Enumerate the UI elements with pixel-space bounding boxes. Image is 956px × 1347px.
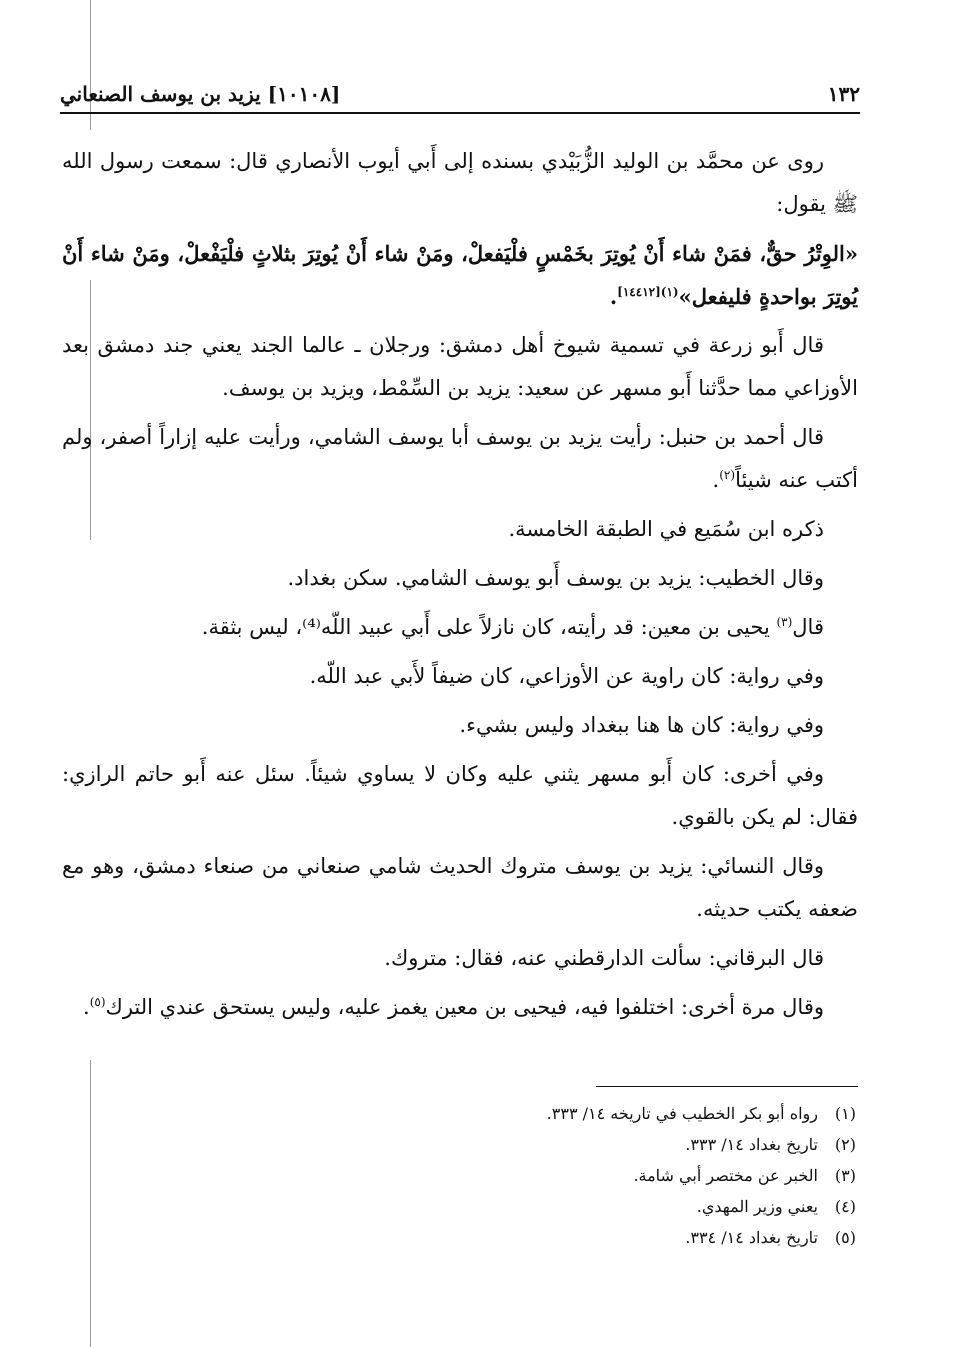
footnote: (٥) تاريخ بغداد ١٤/ ٣٣٤. (685, 1228, 856, 1247)
scan-margin-line (90, 1060, 91, 1347)
paragraph: روى عن محمَّد بن الوليد الزُّبَيْدي بسنده إلى أَبي أيوب الأنصاري قال: سمعت رسول الله ﷺ يقول: (62, 149, 858, 216)
header-rule (60, 112, 860, 114)
footnote-ref: (٢) (719, 468, 736, 482)
footnote: (٤) يعني وزير المهدي. (696, 1197, 856, 1216)
footnote: (٢) تاريخ بغداد ١٤/ ٣٣٣. (685, 1135, 856, 1154)
entry-title: [١٠١٠٨] يزيد بن يوسف الصنعاني (60, 82, 341, 106)
footnote-rule (596, 1086, 858, 1087)
hadith-quote: «الوِتْرُ حقٌّ، فمَنْ شاء أَنْ يُوتِرَ بخَمْسٍ فلْيَفعلْ، ومَنْ شاء أَنْ يُوتِرَ بثلاثٍ فلْيَفْعلْ، ومَنْ شاء أَنْ يُوتِرَ بواحدةٍ فليفعل»$^{(١)[١٤٤١٢]}$. (62, 241, 858, 309)
paragraph: وقال النسائي: يزيد بن يوسف متروك الحديث شامي صنعاني من صنعاء دمشق، وهو مع ضعفه يكتب حديثه. (62, 854, 858, 921)
paragraph: وفي رواية: كان ها هنا ببغداد وليس بشيء. (459, 713, 824, 737)
main-text (62, 140, 858, 1035)
footnotes (300, 1098, 856, 1253)
paragraph: وقال الخطيب: يزيد بن يوسف أَبو يوسف الشامي. سكن بغداد. (287, 566, 824, 590)
footnote: (١) رواه أبو بكر الخطيب في تاريخه ١٤/ ٣٣٣. (546, 1104, 856, 1123)
paragraph: قال البرقاني: سألت الدارقطني عنه، فقال: متروك. (384, 946, 824, 970)
paragraph: ذكره ابن سُمَيع في الطبقة الخامسة. (508, 517, 824, 541)
footnote-ref: (١)[١٤٤١٢] (617, 285, 679, 299)
paragraph: وفي رواية: كان راوية عن الأوزاعي، كان ضيفاً لأَبي عبد اللّه. (309, 664, 824, 688)
paragraph: وقال مرة أخرى: اختلفوا فيه، فيحيى بن معين يغمز عليه، وليس يستحق عندي الترك$^{(٥)}$. (83, 995, 824, 1019)
paragraph: قال$^{(٣)}$ يحيى بن معين: قد رأيته، كان نازلاً على أَبي عبيد اللّه⁽⁴⁾، ليس بثقة. (201, 615, 824, 639)
paragraph: وفي أخرى: كان أَبو مسهر يثني عليه وكان لا يساوي شيئاً. سئل عنه أَبو حاتم الرازي: فقال: لم يكن بالقوي. (62, 762, 858, 829)
paragraph: قال أَبو زرعة في تسمية شيوخ أهل دمشق: ورجلان ـ عالما الجند يعني جند دمشق بعد الأوزاعي مما حدَّثنا أَبو مسهر عن سعيد: يزيد بن السِّمْط، ويزيد بن يوسف. (62, 333, 858, 400)
footnote-ref: (٥) (89, 995, 106, 1009)
page-number: ١٣٢ (827, 82, 860, 106)
scan-margin-line (90, 0, 91, 130)
footnote-ref: (٣) (776, 615, 793, 629)
paragraph: قال أحمد بن حنبل: رأيت يزيد بن يوسف أبا يوسف الشامي، ورأيت عليه إزاراً أصفر، ولم أكتب عنه شيئاً$^{(٢)}$. (62, 425, 858, 492)
page-header (60, 78, 860, 110)
footnote: (٣) الخبر عن مختصر أبي شامة. (633, 1166, 856, 1185)
